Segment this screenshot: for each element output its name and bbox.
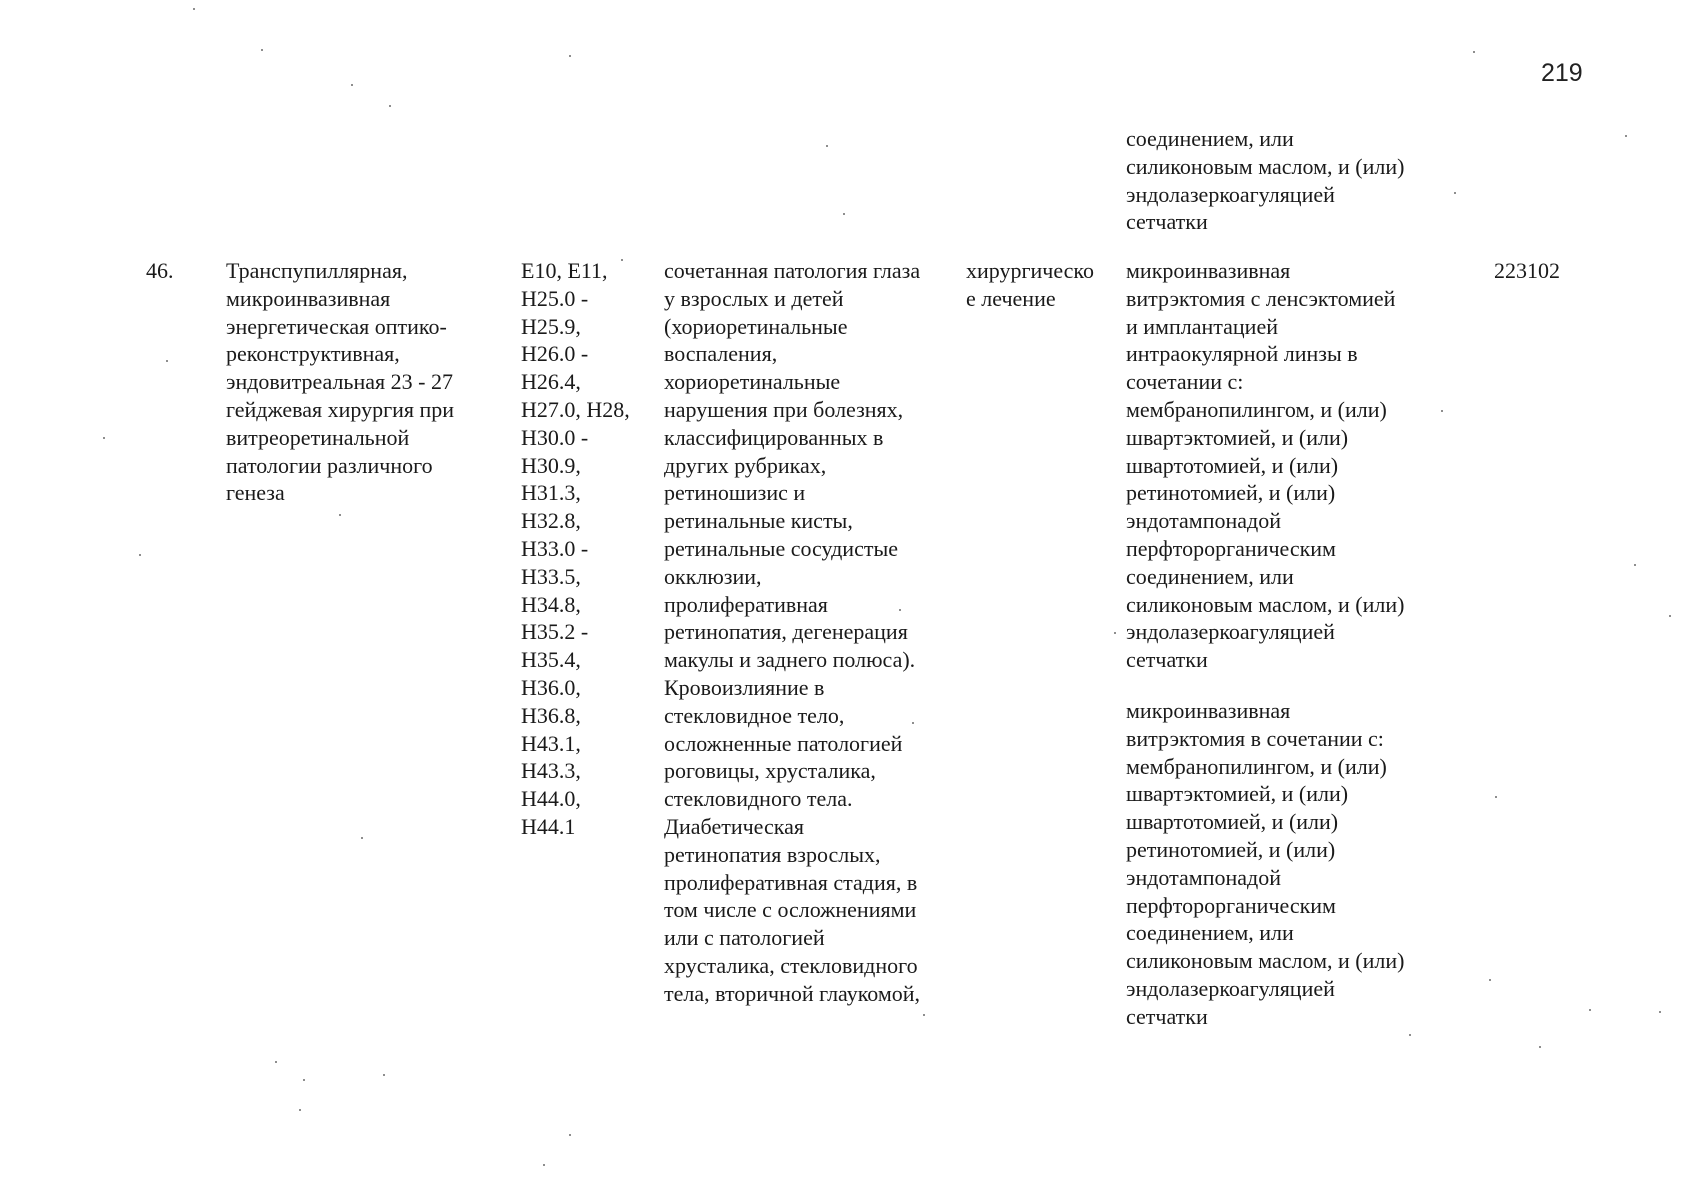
- text-line: Транспупиллярная,: [226, 258, 408, 283]
- text-line: осложненные патологией: [664, 730, 903, 756]
- text-line: энергетическая оптико-: [226, 313, 447, 339]
- text-line: эндотампонадой: [1126, 864, 1281, 890]
- text-line: H27.0, H28,: [521, 396, 630, 422]
- text-line: перфторорганическим: [1126, 892, 1336, 918]
- text-line: микроинвазивная: [1126, 258, 1291, 283]
- text-line: H35.4,: [521, 647, 581, 673]
- text-line: H25.0 -: [521, 285, 589, 311]
- text-line: или с патологией: [664, 925, 825, 951]
- text-line: том числе с осложнениями: [664, 897, 917, 923]
- text-line: ретинальные кисты,: [664, 508, 853, 534]
- text-line: H33.0 -: [521, 535, 589, 561]
- text-line: тела, вторичной глаукомой,: [664, 980, 921, 1006]
- text-line: хирургическо: [966, 258, 1094, 283]
- text-line: H36.0,: [521, 674, 581, 700]
- text-line: ретинопатия взрослых,: [664, 841, 881, 867]
- text-line: Кровоизлияние в: [664, 674, 825, 700]
- text-line: витрэктомия в сочетании с:: [1126, 725, 1384, 751]
- text-line: витреоретинальной: [226, 424, 410, 450]
- text-line: H33.5,: [521, 563, 581, 589]
- text-line: H36.8,: [521, 702, 581, 728]
- text-line: хориоретинальные: [664, 369, 841, 395]
- treatment-type: [966, 257, 1094, 313]
- text-line: соединением, или: [1126, 563, 1294, 589]
- text-line: (хориоретинальные: [664, 313, 848, 339]
- text-line: микроинвазивная: [1126, 698, 1291, 723]
- text-line: гейджевая хирургия при: [226, 396, 455, 422]
- text-line: стекловидного тела.: [664, 786, 853, 812]
- text-line: интраокулярной линзы в: [1126, 341, 1358, 367]
- text-line: Диабетическая: [664, 813, 804, 839]
- text-line: эндолазеркоагуляцией: [1126, 181, 1335, 207]
- treatment-method-2: [1126, 697, 1404, 1031]
- text-line: ретинотомией, и (или): [1126, 836, 1336, 862]
- treatment-method-1: [1126, 257, 1404, 674]
- text-line: перфторорганическим: [1126, 535, 1336, 561]
- text-line: соединением, или: [1126, 126, 1294, 151]
- icd-codes: [521, 257, 630, 841]
- text-line: H34.8,: [521, 591, 581, 617]
- text-line: ретинальные сосудистые: [664, 535, 899, 561]
- text-line: E10, E11,: [521, 258, 608, 283]
- text-line: реконструктивная,: [226, 341, 400, 367]
- text-line: е лечение: [966, 285, 1056, 311]
- text-line: H26.0 -: [521, 341, 589, 367]
- text-line: сочетанная патология глаза: [664, 258, 921, 283]
- text-line: стекловидное тело,: [664, 702, 845, 728]
- text-line: швартотомией, и (или): [1126, 809, 1339, 835]
- text-line: мембранопилингом, и (или): [1126, 753, 1387, 779]
- text-line: H30.0 -: [521, 424, 589, 450]
- text-line: сетчатки: [1126, 1003, 1208, 1029]
- text-line: силиконовым маслом, и (или): [1126, 948, 1405, 974]
- text-line: макулы и заднего полюса).: [664, 647, 916, 673]
- text-line: швартэктомией, и (или): [1126, 424, 1349, 450]
- text-line: роговицы, хрусталика,: [664, 758, 876, 784]
- text-line: эндотампонадой: [1126, 508, 1281, 534]
- text-line: H32.8,: [521, 508, 581, 534]
- text-line: окклюзии,: [664, 563, 762, 589]
- text-line: и имплантацией: [1126, 313, 1278, 339]
- text-line: эндолазеркоагуляцией: [1126, 975, 1335, 1001]
- text-line: H31.3,: [521, 480, 581, 506]
- text-line: микроинвазивная: [226, 285, 391, 311]
- row-number: 46.: [146, 258, 174, 283]
- text-line: витрэктомия с ленсэктомией: [1126, 285, 1396, 311]
- text-line: силиконовым маслом, и (или): [1126, 153, 1405, 179]
- text-line: H44.1: [521, 813, 576, 839]
- patient-model: [664, 257, 920, 1008]
- text-line: H43.3,: [521, 758, 581, 784]
- text-line: H25.9,: [521, 313, 581, 339]
- text-line: пролиферативная стадия, в: [664, 869, 918, 895]
- text-line: силиконовым маслом, и (или): [1126, 591, 1405, 617]
- cost-value: 223102: [1494, 258, 1560, 283]
- text-line: H43.1,: [521, 730, 581, 756]
- text-line: у взрослых и детей: [664, 285, 844, 311]
- text-line: генеза: [226, 480, 285, 506]
- text-line: мембранопилингом, и (или): [1126, 396, 1387, 422]
- treatment-name: [226, 257, 454, 507]
- text-line: ретинотомией, и (или): [1126, 480, 1336, 506]
- text-line: других рубриках,: [664, 452, 827, 478]
- text-line: патологии различного: [226, 452, 433, 478]
- text-line: ретинопатия, дегенерация: [664, 619, 908, 645]
- text-line: пролиферативная: [664, 591, 828, 617]
- text-line: воспаления,: [664, 341, 778, 367]
- text-line: классифицированных в: [664, 424, 884, 450]
- text-line: нарушения при болезнях,: [664, 396, 904, 422]
- text-line: сетчатки: [1126, 647, 1208, 673]
- text-line: H30.9,: [521, 452, 581, 478]
- continued-treatment-method: [1126, 125, 1404, 236]
- text-line: эндолазеркоагуляцией: [1126, 619, 1335, 645]
- text-line: хрусталика, стекловидного: [664, 952, 918, 978]
- text-line: швартэктомией, и (или): [1126, 781, 1349, 807]
- text-line: швартотомией, и (или): [1126, 452, 1339, 478]
- page-number: 219: [1541, 59, 1583, 87]
- text-line: H26.4,: [521, 369, 581, 395]
- text-line: H44.0,: [521, 786, 581, 812]
- text-line: H35.2 -: [521, 619, 589, 645]
- text-line: соединением, или: [1126, 920, 1294, 946]
- text-line: ретиношизис и: [664, 480, 806, 506]
- text-line: сочетании с:: [1126, 369, 1244, 395]
- text-line: сетчатки: [1126, 209, 1208, 235]
- text-line: эндовитреальная 23 - 27: [226, 369, 453, 395]
